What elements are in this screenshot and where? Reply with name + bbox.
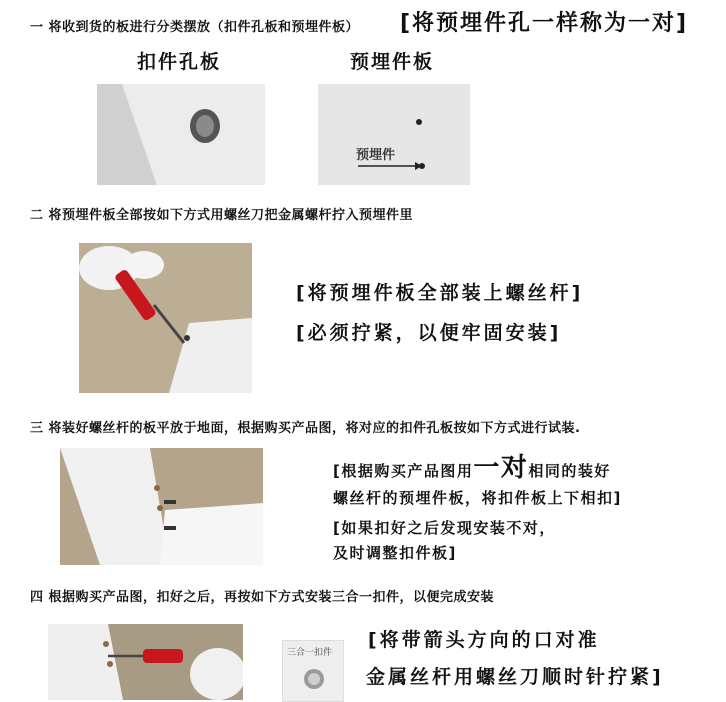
step1-title: [将预埋件孔一样称为一对] — [400, 11, 689, 36]
step2-text: 二 将预埋件板全部按如下方式用螺丝刀把金属螺杆拧入预埋件里 — [30, 208, 414, 223]
step4-note-line2: 金属丝杆用螺丝刀顺时针拧紧] — [366, 666, 664, 688]
step3-note2-line2: 及时调整扣件板] — [333, 544, 457, 562]
label-fastener-hole-board: 扣件孔板 — [137, 51, 222, 73]
photo-embedded-part-board — [318, 84, 470, 185]
photo-board-trial-fit — [60, 448, 263, 565]
step3-note1-a: [根据购买产品图用 — [333, 462, 474, 480]
step3-note1-line2: 螺丝杆的预埋件板，将扣件板上下相扣] — [333, 489, 622, 507]
step3-note1-b: 相同的装好 — [528, 462, 611, 480]
step3-note1-pair: 一对 — [473, 453, 529, 483]
step3-note2-line1: [如果扣好之后发现安装不对， — [333, 519, 556, 537]
photo-screwdriver-install — [79, 243, 252, 393]
photo-three-in-one-fastener-install — [48, 624, 243, 700]
label-embedded-part-board: 预埋件板 — [350, 51, 435, 73]
step3-note1-line1 — [333, 453, 611, 483]
photo-fastener-hole-board — [97, 84, 265, 185]
step2-note-line2: [必须拧紧，以便牢固安装] — [296, 322, 562, 344]
step3-text: 三 将装好螺丝杆的板平放于地面，根据购买产品图，将对应的扣件孔板按如下方式进行试装. — [30, 421, 581, 436]
photo-label-embedded-part: 预埋件 — [356, 148, 396, 163]
step2-note-line1: [将预埋件板全部装上螺丝杆] — [296, 282, 584, 304]
photo-three-in-one-fastener — [282, 640, 344, 702]
step4-note-line1: [将带箭头方向的口对准 — [368, 629, 600, 651]
three-in-one-fastener-label: 三合一扣件 — [287, 648, 333, 658]
step1-text: 一 将收到货的板进行分类摆放（扣件孔板和预埋件板） — [30, 20, 360, 35]
step4-text: 四 根据购买产品图，扣好之后，再按如下方式安装三合一扣件，以便完成安装 — [30, 590, 495, 605]
